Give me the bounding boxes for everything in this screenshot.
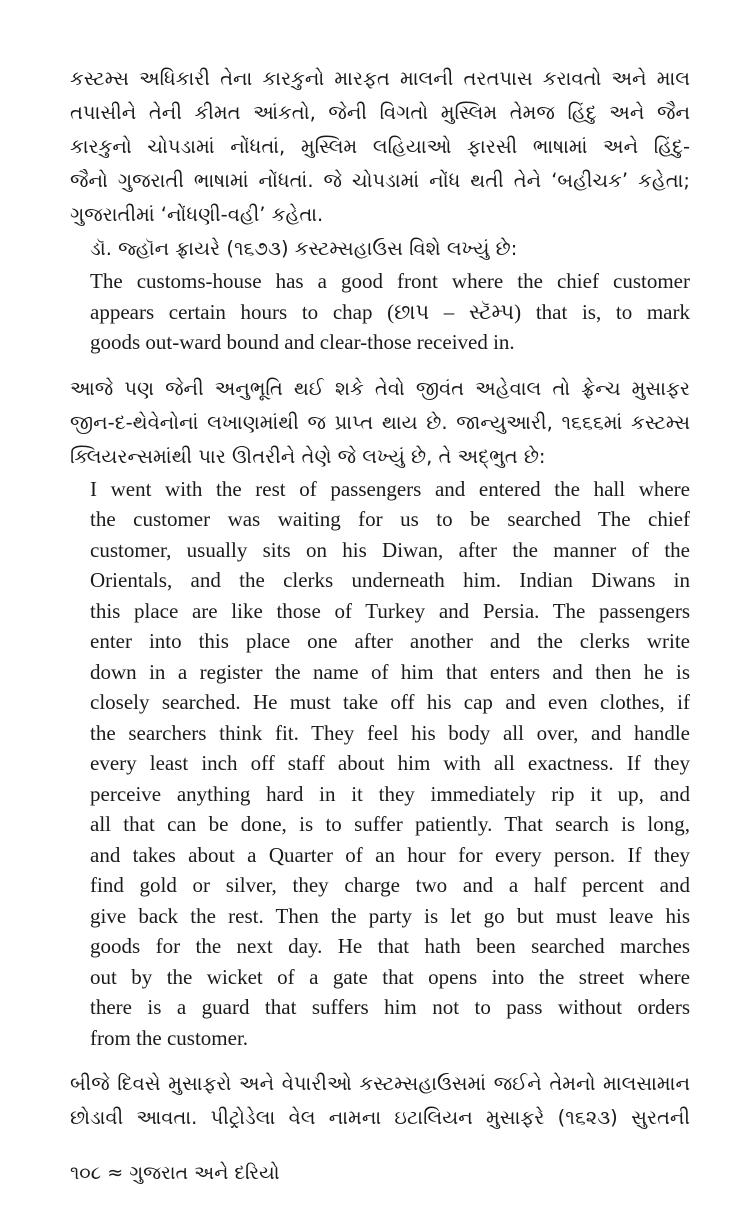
quote-line: the searchers think fit. They feel his body all over, and handle bbox=[90, 720, 690, 745]
quote-line: every least inch off staff about him with all exactness. If they bbox=[90, 751, 690, 775]
paragraph-2 bbox=[70, 372, 690, 474]
quote-line: enter into this place one after another and the clerks write bbox=[90, 629, 690, 653]
text-line: તપાસીને તેની કીમત આંકતો, જેની વિગતો મુસ્લિમ તેમજ હિંદુ અને જૈન bbox=[70, 101, 690, 124]
quote-line: customer, usually sits on his Diwan, after the manner of the bbox=[90, 537, 690, 562]
page-footer: ૧૦૮ ≈ ગુજરાત અને દરિયો bbox=[70, 1162, 280, 1184]
block-quote-fryer bbox=[70, 266, 690, 358]
quote-intro-1 bbox=[70, 232, 690, 266]
quote-line: find gold or silver, they charge two and a half percent and bbox=[90, 873, 690, 897]
quote-line: down in a register the name of him that enters and then he is bbox=[90, 659, 690, 684]
quote-line: this place are like those of Turkey and Persia. The passengers bbox=[90, 598, 690, 623]
quote-line: give back the rest. Then the party is let go but must leave his bbox=[90, 903, 690, 928]
block-quote-thevenot bbox=[70, 474, 690, 1054]
quote-line: there is a guard that suffers him not to pass without orders bbox=[90, 995, 690, 1019]
quote-line: goods out-ward bound and clear-those received in. bbox=[90, 330, 515, 354]
text-line: ડૉ. જ્હૉન ફ્રાયરે (૧૬૭૩) કસ્ટમ્સહાઉસ વિશે લખ્યું છે: bbox=[90, 237, 518, 260]
quote-line: Orientals, and the clerks underneath him. Indian Diwans in bbox=[90, 568, 690, 592]
text-line: જૈનો ગુજરાતી ભાષામાં નોંધતાં. જે ચોપડામાં નોંધ થતી તેને ‘બહીચક’ કહેતા; bbox=[70, 169, 690, 192]
page-body bbox=[70, 62, 690, 1135]
quote-line: appears certain hours to chap (છાપ – સ્ટૅમ્પ) that is, to mark bbox=[90, 299, 690, 324]
paragraph-3 bbox=[70, 1067, 690, 1135]
text-line: કસ્ટમ્સ અધિકારી તેના કારકુનો મારફત માલની તરતપાસ કરાવતો અને માલ bbox=[70, 67, 690, 90]
text-line: જીન-દ-થેવેનોનાં લખાણમાંથી જ પ્રાપ્ત થાય છે. જાન્યુઆરી, ૧૬૬૬માં કસ્ટમ્સ bbox=[70, 410, 690, 434]
text-line: છોડાવી આવતા. પીટ્રોડેલા વેલ નામના ઇટાલિયન મુસાફરે (૧૬૨૩) સુરતની bbox=[70, 1106, 690, 1129]
quote-line: goods for the next day. He that hath been searched marches bbox=[90, 934, 690, 958]
text-line: બીજે દિવસે મુસાફરો અને વેપારીઓ કસ્ટમ્સહાઉસમાં જઈને તેમનો માલસામાન bbox=[70, 1072, 690, 1095]
paragraph-1 bbox=[70, 62, 690, 232]
text-line: ગુજરાતીમાં ‘નોંધણી-વહી’ કહેતા. bbox=[70, 203, 324, 226]
text-line: આજે પણ જેની અનુભૂતિ થઈ શકે તેવો જીવંત અહેવાલ તો ફ્રેન્ચ મુસાફર bbox=[70, 376, 690, 400]
quote-line: I went with the rest of passengers and entered the hall where bbox=[90, 476, 690, 501]
quote-line: closely searched. He must take off his cap and even clothes, if bbox=[90, 690, 690, 714]
quote-line: the customer was waiting for us to be searched The chief bbox=[90, 507, 690, 531]
quote-line: out by the wicket of a gate that opens into the street where bbox=[90, 964, 690, 989]
quote-line: and takes about a Quarter of an hour for every person. If they bbox=[90, 842, 690, 867]
quote-line: The customs-house has a good front where the chief customer bbox=[90, 269, 690, 293]
text-line: ક્લિયરન્સમાંથી પાર ઊતરીને તેણે જે લખ્યું છે, તે અદ્ભુત છે: bbox=[70, 444, 546, 468]
text-line: કારકુનો ચોપડામાં નોંધતાં, મુસ્લિમ લહિયાઓ ફારસી ભાષામાં અને હિંદુ- bbox=[70, 135, 690, 158]
quote-line: all that can be done, is to suffer patiently. That search is long, bbox=[90, 812, 690, 836]
quote-line: perceive anything hard in it they immediately rip it up, and bbox=[90, 781, 690, 806]
quote-line: from the customer. bbox=[90, 1025, 249, 1050]
